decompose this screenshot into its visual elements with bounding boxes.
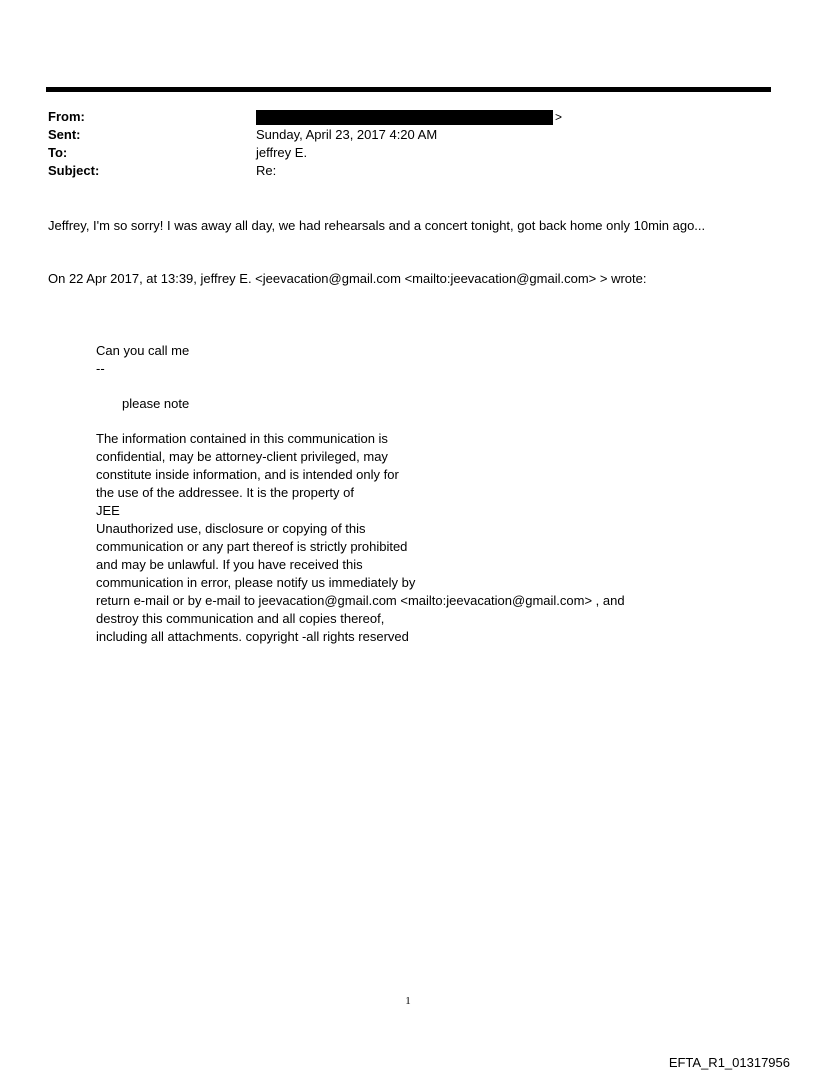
- from-suffix: >: [555, 110, 563, 124]
- disclaimer-line: confidential, may be attorney-client privileged, may: [96, 449, 388, 464]
- header-divider: [46, 87, 771, 92]
- sent-value: Sunday, April 23, 2017 4:20 AM: [256, 127, 438, 142]
- redaction-bar: [256, 110, 553, 125]
- disclaimer-line: JEE: [96, 503, 120, 518]
- disclaimer-line: destroy this communication and all copies thereof,: [96, 611, 385, 626]
- disclaimer-line: the use of the addressee. It is the property of: [96, 485, 354, 500]
- disclaimer-line: communication or any part thereof is strictly prohibited: [96, 539, 408, 554]
- disclaimer: [96, 430, 625, 646]
- disclaimer-line: communication in error, please notify us immediately by: [96, 575, 416, 590]
- disclaimer-line: and may be unlawful. If you have received this: [96, 557, 363, 572]
- signature-separator: --: [96, 361, 105, 376]
- disclaimer-line: constitute inside information, and is intended only for: [96, 467, 399, 482]
- reply-text: Jeffrey, I'm so sorry! I was away all day, we had rehearsals and a concert tonight, got back home only 10min ago...: [48, 218, 706, 233]
- subject-label: Subject:: [48, 163, 100, 178]
- quote-intro: On 22 Apr 2017, at 13:39, jeffrey E. <jeevacation@gmail.com <mailto:jeevacation@gmail.com> > wrote:: [48, 271, 647, 286]
- disclaimer-line: including all attachments. copyright -all rights reserved: [96, 629, 409, 644]
- to-value: jeffrey E.: [256, 145, 308, 160]
- document-id: EFTA_R1_01317956: [668, 1055, 790, 1070]
- disclaimer-line: Unauthorized use, disclosure or copying of this: [96, 521, 366, 536]
- disclaimer-line: The information contained in this communication is: [96, 431, 388, 446]
- please-note: please note: [122, 396, 190, 411]
- sent-label: Sent:: [48, 127, 81, 142]
- quoted-message: Can you call me: [96, 343, 190, 358]
- to-label: To:: [48, 145, 68, 160]
- disclaimer-line: return e-mail or by e-mail to jeevacation@gmail.com <mailto:jeevacation@gmail.com> , and: [96, 593, 625, 608]
- subject-value: Re:: [256, 163, 277, 178]
- page-number: 1: [405, 995, 411, 1007]
- from-label: From:: [48, 109, 85, 124]
